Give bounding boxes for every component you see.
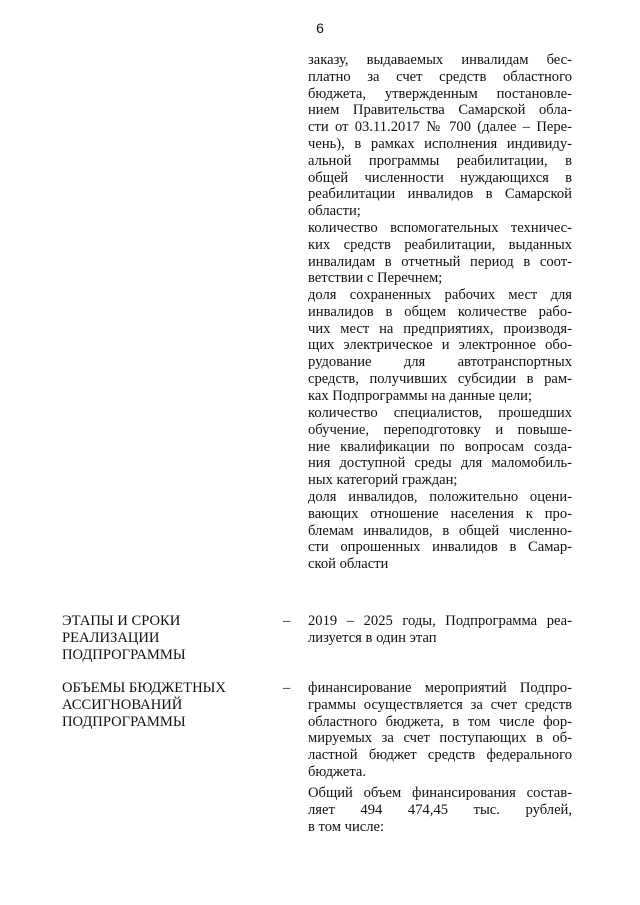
text-line: вающих отношение населения к про- <box>308 505 572 522</box>
text-line: областного бюджета, в том числе фор- <box>308 713 572 730</box>
text-line: заказу, выдаваемых инвалидам бес- <box>308 52 572 68</box>
indicator-paragraph-5 <box>308 489 572 573</box>
text-line: мируемых за счет поступающих в об- <box>308 730 572 747</box>
text-line: сти от 03.11.2017 № 700 (далее – Пере- <box>308 119 572 136</box>
text-line: бюджета, утвержденным постановле- <box>308 85 572 102</box>
row-dash: – <box>283 613 291 629</box>
text-line: области; <box>308 203 361 220</box>
text-line: ляет 494 474,45 тыс. рублей, <box>308 801 572 818</box>
section-value-budget <box>308 680 572 781</box>
label-line: ПОДПРОГРАММЫ <box>62 646 186 663</box>
text-line: реабилитации инвалидов в Самарской <box>308 186 572 203</box>
text-line: ветствии с Перечнем; <box>308 270 443 287</box>
text-line: лизуется в один этап <box>308 629 437 646</box>
indicator-paragraph-3 <box>308 287 572 405</box>
label-line: ОБЪЕМЫ БЮДЖЕТНЫХ <box>62 680 226 696</box>
section-label-stages <box>62 613 262 663</box>
section-value-budget-total <box>308 785 572 835</box>
text-line: инвалидов в общем количестве рабо- <box>308 303 572 320</box>
row-dash: – <box>283 680 291 696</box>
page-number: 6 <box>316 20 324 36</box>
text-line: количество вспомогательных техничес- <box>308 220 572 236</box>
text-line: количество специалистов, прошедших <box>308 405 572 421</box>
label-line: ЭТАПЫ И СРОКИ <box>62 613 181 629</box>
text-line: инвалидам в отчетный период в соот- <box>308 253 572 270</box>
text-line: ких средств реабилитации, выданных <box>308 236 572 253</box>
text-line: чень), в рамках исполнения индивиду- <box>308 135 572 152</box>
text-line: в том числе: <box>308 818 385 835</box>
text-line: сти опрошенных инвалидов в Самар- <box>308 539 572 556</box>
text-line: ние квалификации по вопросам созда- <box>308 438 572 455</box>
text-line: граммы осуществляется за счет средств <box>308 696 572 713</box>
text-line: ках Подпрограммы на данные цели; <box>308 387 533 404</box>
text-line: Общий объем финансирования состав- <box>308 785 572 801</box>
text-line: щих электрическое и электронное обо- <box>308 337 572 354</box>
text-line: обучение, переподготовку и повыше- <box>308 421 572 438</box>
indicator-paragraph-2 <box>308 220 572 287</box>
label-line: АССИГНОВАНИЙ <box>62 696 183 713</box>
text-line: средств, получивших субсидии в рам- <box>308 370 572 387</box>
text-line: доля сохраненных рабочих мест для <box>308 287 572 303</box>
label-line: РЕАЛИЗАЦИИ <box>62 629 160 646</box>
text-line: чих мест на предприятиях, производя- <box>308 320 572 337</box>
text-line: ской области <box>308 556 389 573</box>
text-line: нием Правительства Самарской обла- <box>308 102 572 119</box>
text-line: ных категорий граждан; <box>308 472 458 489</box>
label-line: ПОДПРОГРАММЫ <box>62 713 186 730</box>
text-line: финансирование мероприятий Подпро- <box>308 680 572 696</box>
section-value-stages <box>308 613 572 647</box>
text-line: альной программы реабилитации, в <box>308 152 572 169</box>
text-line: 2019 – 2025 годы, Подпрограмма реа- <box>308 613 572 629</box>
text-line: блемам инвалидов, в общей численно- <box>308 522 572 539</box>
section-label-budget <box>62 680 262 730</box>
text-line: платно за счет средств областного <box>308 68 572 85</box>
text-line: ния доступной среды для маломобиль- <box>308 455 572 472</box>
text-line: рудование для автотранспортных <box>308 354 572 371</box>
text-line: общей численности нуждающихся в <box>308 169 572 186</box>
text-line: доля инвалидов, положительно оцени- <box>308 489 572 505</box>
indicator-paragraph-4 <box>308 405 572 489</box>
text-line: ластной бюджет средств федерального <box>308 747 572 764</box>
indicator-paragraph-1 <box>308 52 572 220</box>
text-line: бюджета. <box>308 763 367 780</box>
